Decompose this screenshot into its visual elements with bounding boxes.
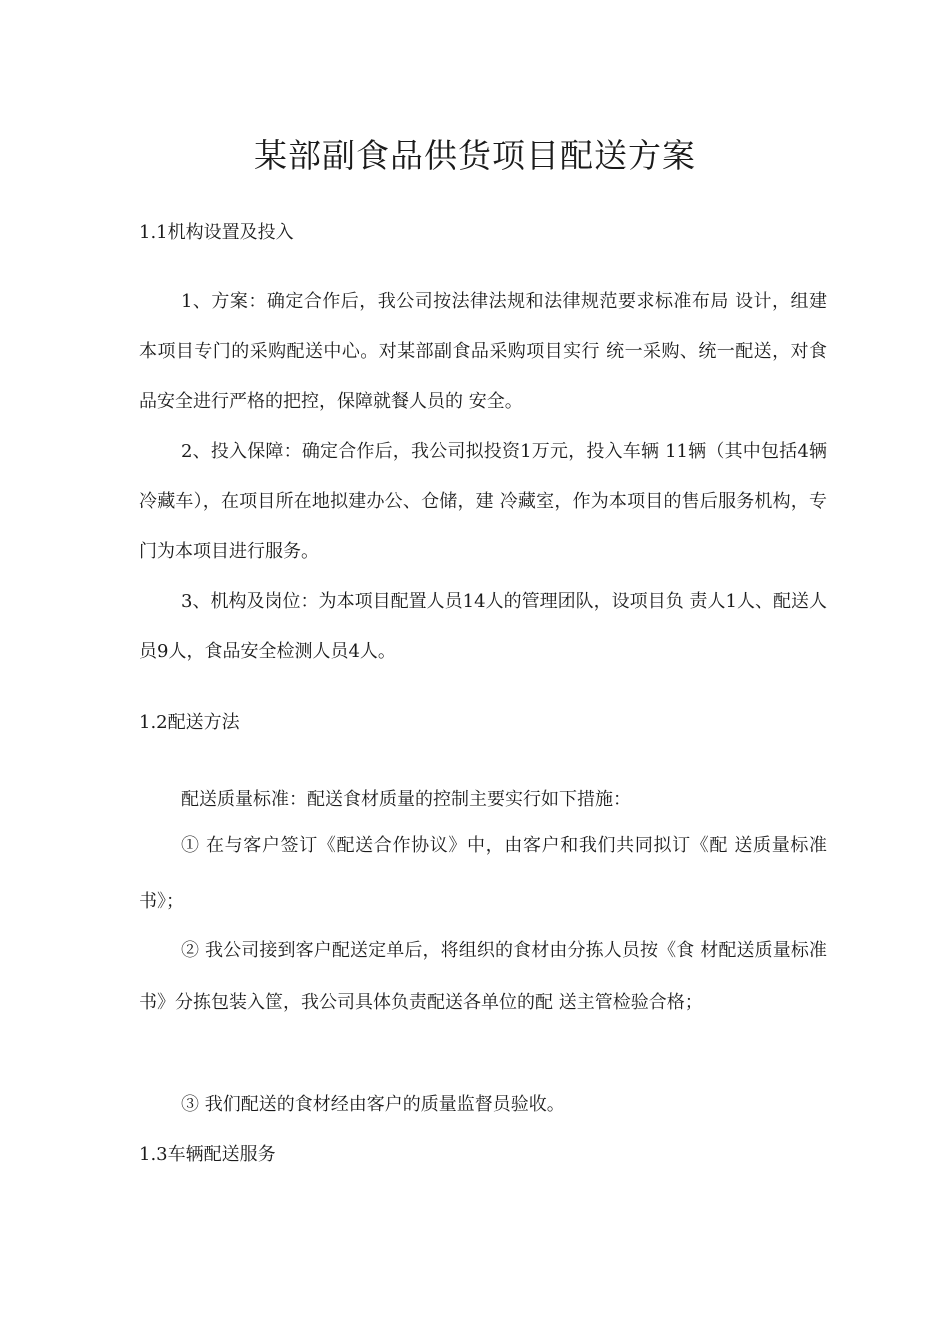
paragraph-investment: 2、投入保障：确定合作后，我公司拟投资1万元，投入车辆 11辆（其中包括4辆冷藏车），在项目所在地拟建办公、仓储，建 冷藏室，作为本项目的售后服务机构，专门为本项目进行服务。 bbox=[139, 441, 827, 562]
section-heading-1-2: 1.2配送方法 bbox=[139, 712, 240, 733]
list-item-quality-2: ② 我公司接到客户配送定单后，将组织的食材由分拣人员按《食 材配送质量标准书》分拣包装入筐，我公司具体负责配送各单位的配 送主管检验合格； bbox=[139, 940, 827, 1013]
list-item-quality-1: ① 在与客户签订《配送合作协议》中，由客户和我们共同拟订《配 送质量标准书》； bbox=[139, 835, 827, 912]
section-heading-1-1: 1.1机构设置及投入 bbox=[139, 222, 294, 243]
section-heading-1-3: 1.3车辆配送服务 bbox=[139, 1144, 276, 1165]
document-title: 某部副食品供货项目配送方案 bbox=[254, 136, 696, 175]
paragraph-quality-intro: 配送质量标准：配送食材质量的控制主要实行如下措施： bbox=[181, 789, 631, 810]
paragraph-plan: 1、方案：确定合作后，我公司按法律法规和法律规范要求标准布局 设计，组建本项目专门的采购配送中心。对某部副食品采购项目实行 统一采购、统一配送，对食品安全进行严格的把控，保障就餐人员的 安全。 bbox=[139, 291, 827, 412]
paragraph-staffing: 3、机构及岗位：为本项目配置人员14人的管理团队，设项目负 责人1人、配送人员9人，食品安全检测人员4人。 bbox=[139, 591, 827, 662]
list-item-quality-3: ③ 我们配送的食材经由客户的质量监督员验收。 bbox=[181, 1094, 565, 1115]
